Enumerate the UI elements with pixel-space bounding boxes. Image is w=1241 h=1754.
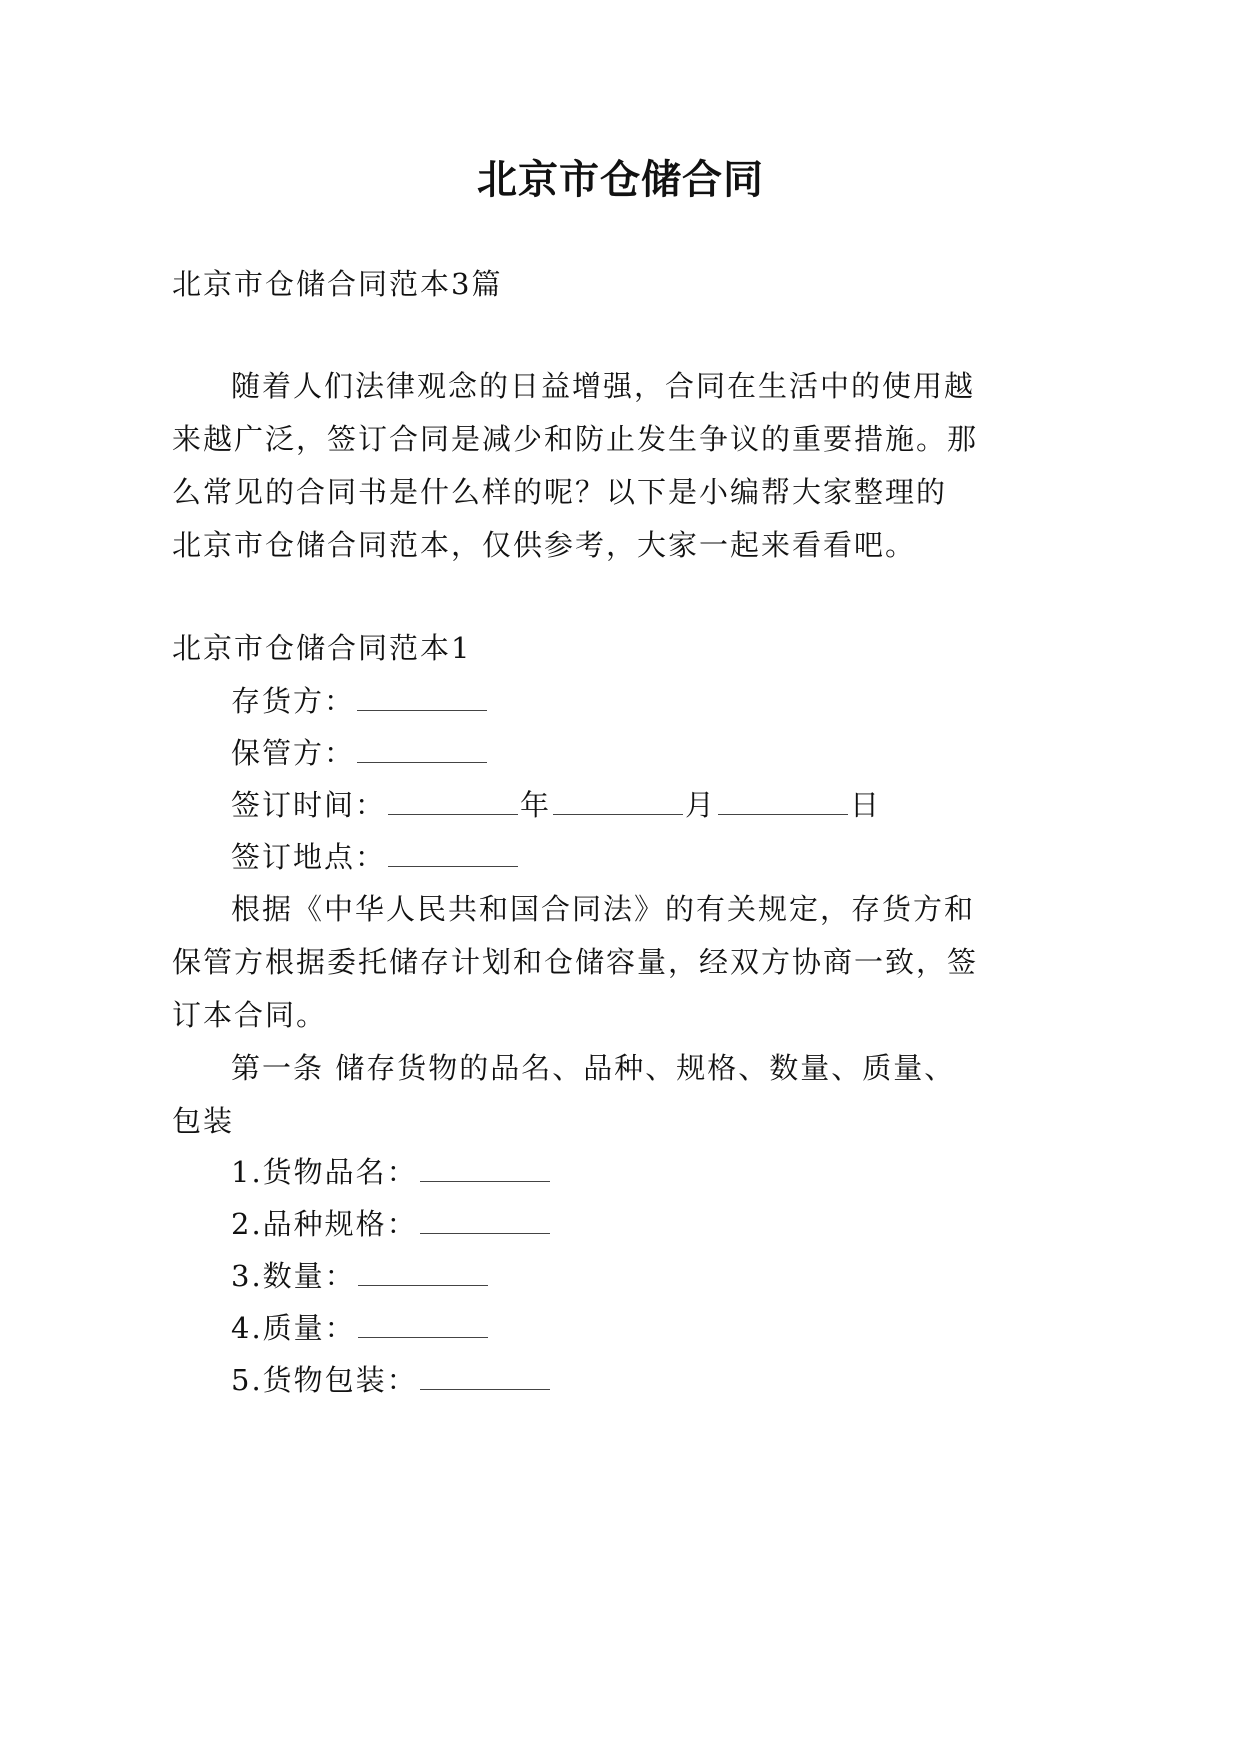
depositor-field xyxy=(231,681,489,721)
intro-line: 么常见的合同书是什么样的呢？以下是小编帮大家整理的 xyxy=(172,475,948,509)
depositor-label: 存货方： xyxy=(231,684,356,718)
sign-time-label: 签订时间： xyxy=(231,788,387,822)
item-quality xyxy=(231,1308,490,1348)
item-label: 1.货物品名： xyxy=(231,1155,418,1189)
article1-line: 第一条 储存货物的品名、品种、规格、数量、质量、 xyxy=(231,1051,956,1085)
sample-heading: 北京市仓储合同范本1 xyxy=(172,631,472,665)
intro-line: 随着人们法律观念的日益增强，合同在生活中的使用越 xyxy=(231,369,976,403)
item-blank xyxy=(358,1317,488,1338)
item-blank xyxy=(420,1369,550,1390)
depositor-blank xyxy=(357,690,487,711)
item-blank xyxy=(420,1213,550,1234)
sign-place-blank xyxy=(388,846,518,867)
item-blank xyxy=(420,1161,550,1182)
item-label: 4.质量： xyxy=(231,1311,356,1345)
item-goods-name xyxy=(231,1152,552,1192)
item-blank xyxy=(358,1265,488,1286)
month-label: 月 xyxy=(685,788,717,822)
day-label: 日 xyxy=(850,788,882,822)
sign-time-field xyxy=(231,785,881,825)
year-blank xyxy=(388,794,518,815)
sign-place-label: 签订地点： xyxy=(231,840,387,874)
item-label: 2.品种规格： xyxy=(231,1207,418,1241)
intro-line: 来越广泛，签订合同是减少和防止发生争议的重要措施。那 xyxy=(172,422,979,456)
basis-line: 订本合同。 xyxy=(172,998,328,1032)
document-subtitle: 北京市仓储合同范本3篇 xyxy=(172,267,503,301)
sign-place-field xyxy=(231,837,520,877)
custodian-label: 保管方： xyxy=(231,736,356,770)
year-label: 年 xyxy=(520,788,552,822)
document-title: 北京市仓储合同 xyxy=(477,157,764,203)
item-spec xyxy=(231,1204,552,1244)
intro-line: 北京市仓储合同范本，仅供参考，大家一起来看看吧。 xyxy=(172,528,917,562)
custodian-field xyxy=(231,733,489,773)
item-packaging xyxy=(231,1360,552,1400)
item-label: 3.数量： xyxy=(231,1259,356,1293)
item-label: 5.货物包装： xyxy=(231,1363,418,1397)
item-quantity xyxy=(231,1256,490,1296)
article1-line: 包装 xyxy=(172,1104,235,1138)
basis-line: 保管方根据委托储存计划和仓储容量，经双方协商一致，签 xyxy=(172,945,979,979)
custodian-blank xyxy=(357,742,487,763)
basis-line: 根据《中华人民共和国合同法》的有关规定，存货方和 xyxy=(231,892,976,926)
day-blank xyxy=(718,794,848,815)
month-blank xyxy=(553,794,683,815)
